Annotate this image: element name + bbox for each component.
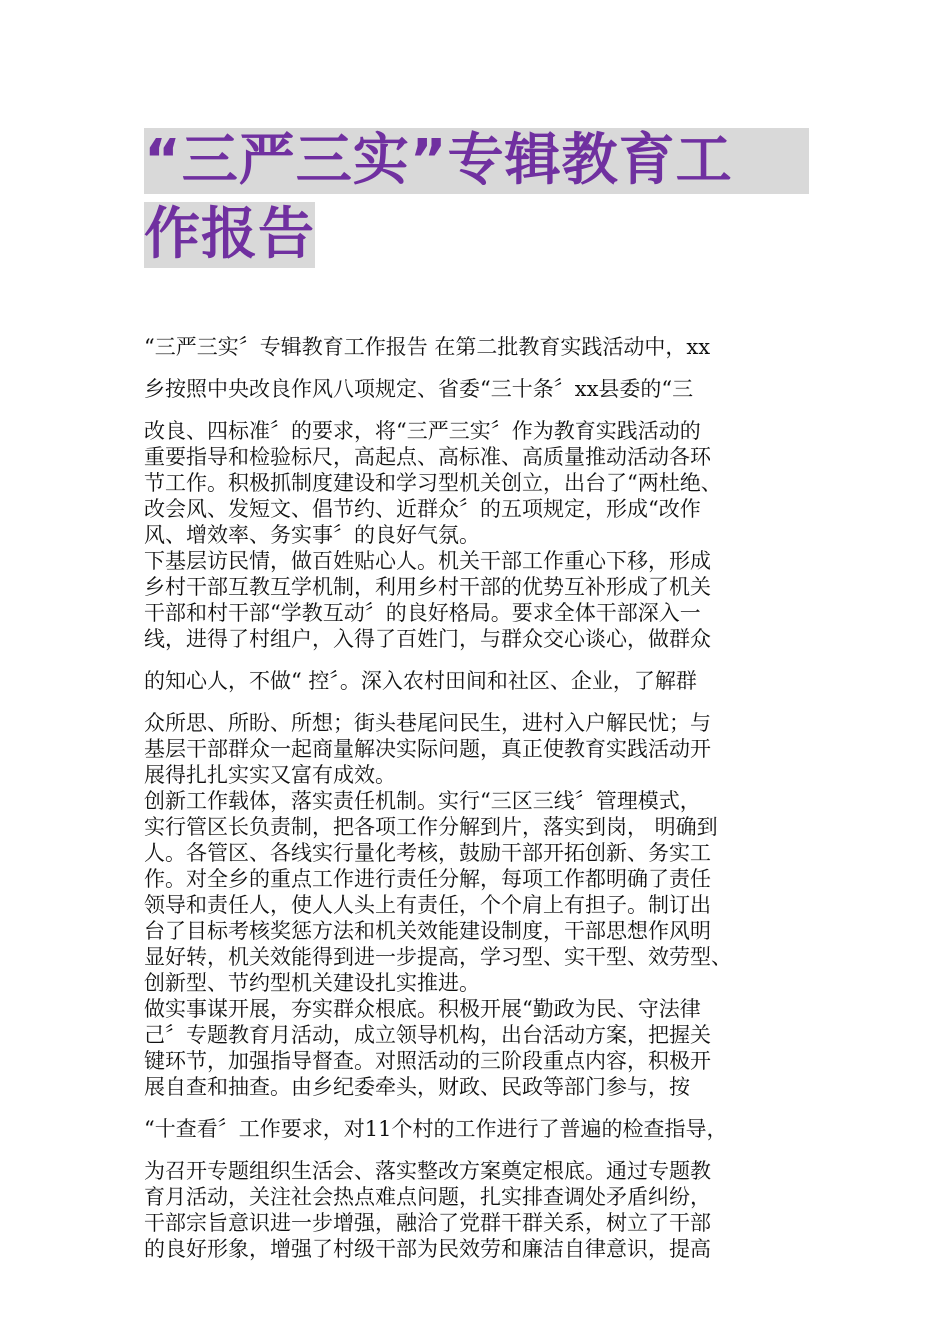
body-line: 育月活动，关注社会热点难点问题，扎实排查调处矛盾纠纷， [144, 1185, 711, 1209]
title-line-2: 作报告 [144, 202, 315, 267]
body-line: 干部宗旨意识进一步增强，融洽了党群干群关系，树立了干部 [144, 1211, 711, 1235]
body-line: 创新工作载体，落实责任机制。实行“三区三线〞管理模式， [144, 789, 701, 813]
body-line: 的良好形象，增强了村级干部为民效劳和廉洁自律意识，提高 [144, 1237, 711, 1261]
body-line: 乡村干部互教互学机制，利用乡村干部的优势互补形成了机关 [144, 575, 711, 599]
document-title [144, 128, 809, 268]
body-line: 重要指导和检验标尺，高起点、高标准、高质量推动活动各环 [144, 445, 711, 469]
body-line: 做实事谋开展，夯实群众根底。积极开展“勤政为民、守法律 [144, 997, 701, 1021]
body-line: 乡按照中央改良作风八项规定、省委“三十条〞xx县委的“三 [144, 377, 694, 401]
body-line: 改会风、发短文、倡节约、近群众〞的五项规定，形成“改作 [144, 497, 701, 521]
body-line: 基层干部群众一起商量解决实际问题，真正使教育实践活动开 [144, 737, 711, 761]
body-line: 作。对全乡的重点工作进行责任分解，每项工作都明确了责任 [144, 867, 711, 891]
body-line: 实行管区长负责制，把各项工作分解到片，落实到岗， 明确到 [144, 815, 718, 839]
body-line: 改良、四标准〞的要求，将“三严三实〞作为教育实践活动的 [144, 419, 701, 443]
body-line: 众所思、所盼、所想；街头巷尾问民生，进村入户解民忧；与 [144, 711, 711, 735]
body-line: 人。各管区、各线实行量化考核，鼓励干部开拓创新、务实工 [144, 841, 711, 865]
body-line: “三严三实〞专辑教育工作报告 在第二批教育实践活动中，xx [144, 335, 711, 359]
body-line: 为召开专题组织生活会、落实整改方案奠定根底。通过专题教 [144, 1159, 711, 1183]
body-line: “十查看〞工作要求，对11个村的工作进行了普遍的检查指导， [144, 1117, 728, 1141]
body-line: 干部和村干部“学教互动〞的良好格局。要求全体干部深入一 [144, 601, 701, 625]
body-line: 显好转，机关效能得到进一步提高，学习型、实干型、效劳型、 [144, 945, 732, 969]
body-line: 己〞专题教育月活动，成立领导机构，出台活动方案，把握关 [144, 1023, 711, 1047]
body-line: 展得扎扎实实又富有成效。 [144, 763, 396, 787]
body-line: 台了目标考核奖惩方法和机关效能建设制度，干部思想作风明 [144, 919, 711, 943]
body-line: 下基层访民情，做百姓贴心人。机关干部工作重心下移，形成 [144, 549, 711, 573]
body-line: 创新型、节约型机关建设扎实推进。 [144, 971, 480, 995]
document-body [144, 334, 816, 1262]
body-line: 领导和责任人，使人人头上有责任，个个肩上有担子。制订出 [144, 893, 711, 917]
body-line: 键环节，加强指导督查。对照活动的三阶段重点内容，积极开 [144, 1049, 711, 1073]
title-line-1: “三严三实”专辑教育工 [144, 128, 809, 194]
body-line: 展自查和抽查。由乡纪委牵头，财政、民政等部门参与，按 [144, 1075, 690, 1099]
body-line: 节工作。积极抓制度建设和学习型机关创立，出台了“两杜绝、 [144, 471, 722, 495]
body-line: 的知心人，不做“ 控〞。深入农村田间和社区、企业，了解群 [144, 669, 697, 693]
body-line: 风、增效率、务实事〞的良好气氛。 [144, 523, 480, 547]
body-line: 线，进得了村组户，入得了百姓门，与群众交心谈心，做群众 [144, 627, 711, 651]
